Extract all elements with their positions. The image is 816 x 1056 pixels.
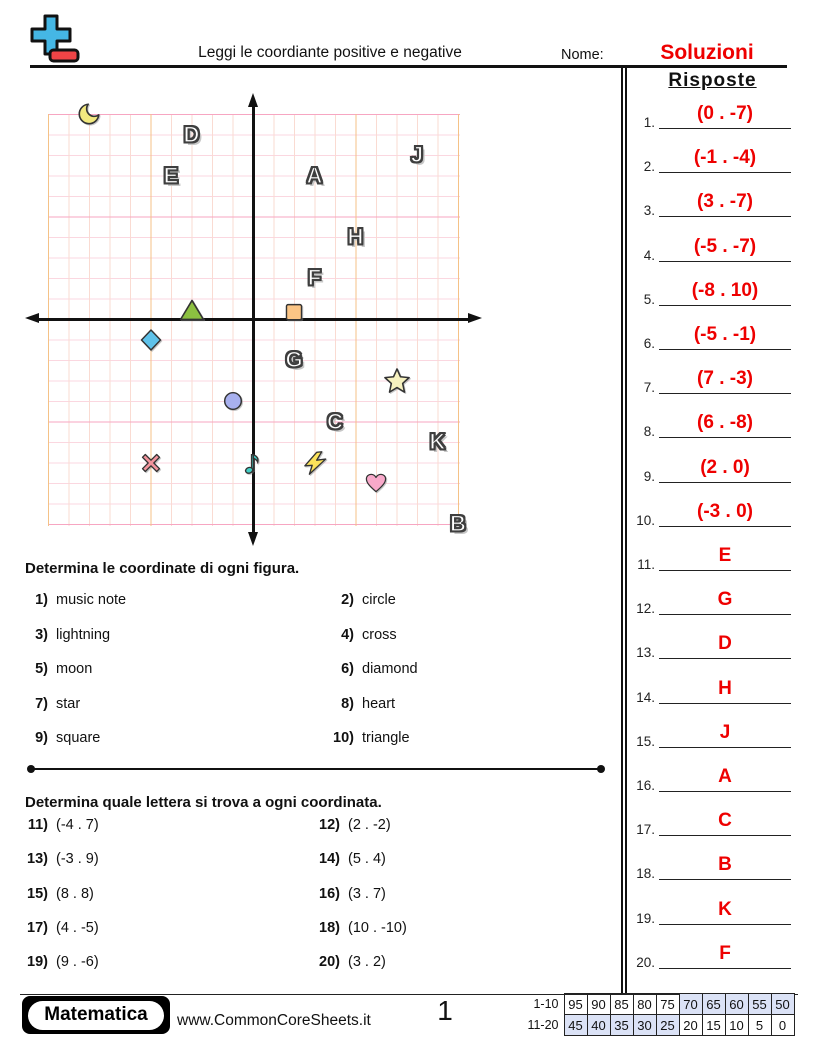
answer-number: 5. (643, 291, 655, 307)
answer-row-6 (627, 306, 795, 350)
x-axis-left-arrow-icon (25, 313, 39, 323)
answer-blank (659, 846, 791, 880)
coordinate-grid (48, 114, 466, 536)
question-row (0, 817, 620, 837)
website-url: www.CommonCoreSheets.it (177, 1012, 371, 1029)
answer-row-15 (627, 704, 795, 748)
answer-value: (-8 . 10) (691, 279, 759, 301)
answer-number: 17. (636, 822, 655, 838)
question-label: (-4 . 7) (56, 817, 99, 833)
question-label: triangle (362, 730, 410, 747)
question-label: star (56, 695, 81, 712)
question-label: moon (56, 661, 93, 678)
answer-number: 16. (636, 778, 655, 793)
question-number: 4) (341, 626, 354, 643)
y-axis-down-arrow-icon (248, 532, 258, 546)
answer-blank (659, 316, 791, 350)
answer-row-17 (627, 792, 795, 836)
answer-row-20 (627, 925, 795, 969)
question-label: (10 . -10) (348, 919, 407, 936)
question-row (0, 661, 620, 681)
answer-row-4 (627, 218, 795, 262)
answer-number: 12. (636, 601, 655, 617)
answer-value: F (719, 942, 731, 964)
answer-value: B (718, 854, 732, 876)
question-number: 2) (341, 592, 354, 608)
section-two-heading: Determina quale lettera si trova a ogni coordinata. (25, 794, 382, 811)
grid-letter-B: B (450, 511, 466, 536)
answer-number: 19. (636, 910, 655, 926)
question-label: (3 . 7) (348, 885, 386, 902)
score-cell: 20 (679, 1015, 702, 1036)
answer-value: (7 . -3) (697, 368, 753, 390)
grid-letter-G: G (285, 347, 303, 372)
answer-blank (659, 139, 791, 173)
score-cell: 10 (725, 1015, 748, 1036)
answers-title: Risposte (668, 70, 757, 91)
answer-number: 1. (643, 115, 655, 130)
answer-row-2 (627, 129, 795, 173)
question-number: 13) (27, 851, 48, 868)
section-one-heading: Determina le coordinate di ogni figura. (25, 560, 300, 577)
answer-blank (659, 404, 791, 438)
question-row (0, 592, 620, 612)
grid-letter-K: K (429, 429, 446, 454)
grid-letter-E: E (163, 162, 179, 188)
lightning-shape-icon (301, 449, 328, 476)
answer-blank (659, 228, 791, 262)
answer-row-12 (627, 571, 795, 615)
answer-blank (659, 95, 791, 129)
question-label: heart (362, 695, 396, 712)
answer-row-13 (627, 615, 795, 659)
answer-row-5 (627, 262, 795, 306)
answer-value: E (718, 545, 732, 566)
answer-number: 14. (636, 689, 655, 705)
question-label: music note (56, 592, 127, 608)
question-row (0, 886, 620, 906)
answer-number: 2. (643, 159, 655, 175)
score-cell: 75 (656, 994, 679, 1015)
answer-blank (659, 183, 791, 217)
y-axis-up-arrow-icon (248, 93, 258, 107)
answer-blank (659, 537, 791, 571)
score-cell: 30 (633, 1015, 656, 1036)
heart-shape-icon (365, 472, 388, 495)
grid-letter-A: A (306, 162, 323, 188)
question-label: (2 . -2) (348, 817, 391, 833)
question-row (0, 954, 620, 974)
answer-blank (659, 360, 791, 394)
section-divider (30, 768, 602, 770)
score-row (524, 1015, 794, 1036)
answer-value: (-1 . -4) (693, 147, 757, 169)
score-row (524, 994, 794, 1015)
solutions-label: Soluzioni (660, 41, 754, 64)
question-label: diamond (362, 661, 418, 678)
answer-value: A (718, 766, 732, 787)
question-row (0, 696, 620, 716)
answer-blank (659, 802, 791, 836)
grid-letter-D: D (183, 121, 200, 147)
answer-value: G (717, 589, 733, 611)
answer-number: 10. (636, 512, 655, 528)
question-number: 3) (35, 626, 48, 643)
question-number: 1) (35, 592, 48, 608)
grid-letter-H: H (347, 224, 364, 249)
question-number: 6) (341, 661, 354, 678)
question-label: square (56, 730, 101, 747)
question-label: (5 . 4) (348, 851, 386, 868)
question-label: circle (362, 592, 396, 608)
answer-value: H (718, 677, 732, 699)
answer-number: 9. (643, 468, 655, 484)
answer-row-7 (627, 350, 795, 394)
answer-value: (-5 . -1) (693, 324, 757, 345)
question-number: 11) (27, 817, 48, 833)
header-rule (30, 65, 787, 68)
answer-number: 7. (643, 380, 655, 396)
question-number: 7) (35, 695, 48, 712)
page-number: 1 (437, 995, 453, 1026)
question-number: 14) (319, 851, 340, 868)
answer-row-14 (627, 660, 795, 704)
question-label: (3 . 2) (348, 954, 386, 971)
grid-letter-J: J (410, 142, 424, 167)
answer-number: 4. (643, 247, 655, 263)
answer-number: 15. (636, 733, 655, 749)
answer-blank (659, 670, 791, 704)
question-number: 15) (27, 885, 48, 902)
question-row (0, 730, 620, 750)
question-number: 8) (341, 695, 354, 712)
plus-minus-logo-icon (20, 12, 84, 64)
answer-blank (659, 758, 791, 792)
triangle-shape-icon (179, 297, 205, 323)
answer-blank (659, 272, 791, 306)
answer-value: K (718, 898, 732, 920)
answer-blank (659, 493, 791, 527)
score-range-label: 11-20 (527, 1018, 559, 1032)
cross-shape-icon (139, 451, 163, 475)
question-number: 20) (319, 954, 340, 971)
score-cell: 60 (725, 994, 748, 1015)
answer-blank (659, 891, 791, 925)
score-cell: 40 (587, 1015, 610, 1036)
question-row (0, 920, 620, 940)
worksheet-title: Leggi le coordiante positive e negative (198, 44, 462, 61)
question-label: (4 . -5) (56, 919, 99, 936)
music-note-shape-icon (241, 450, 266, 475)
question-number: 12) (319, 817, 340, 833)
question-row (0, 627, 620, 647)
answer-number: 18. (636, 866, 655, 882)
answer-row-9 (627, 439, 795, 483)
answer-row-1 (627, 85, 795, 129)
answer-value: C (718, 810, 732, 832)
answer-row-3 (627, 173, 795, 217)
answer-number: 13. (636, 645, 655, 661)
score-cell: 80 (633, 994, 656, 1015)
star-shape-icon (382, 366, 411, 395)
answer-number: 11. (637, 557, 655, 572)
score-table (524, 993, 795, 1036)
score-cell: 5 (748, 1015, 771, 1036)
answer-row-11 (627, 527, 795, 571)
score-cell: 65 (702, 994, 725, 1015)
answer-row-8 (627, 394, 795, 438)
diamond-shape-icon (139, 328, 163, 352)
answer-value: (-5 . -7) (693, 235, 757, 257)
answer-row-18 (627, 836, 795, 880)
question-row (0, 851, 620, 871)
answer-number: 8. (643, 424, 655, 440)
score-cell: 90 (587, 994, 610, 1015)
answer-value: (6 . -8) (697, 412, 753, 434)
score-cell: 95 (564, 994, 587, 1015)
question-label: (8 . 8) (56, 885, 94, 902)
answer-blank (659, 714, 791, 748)
question-label: (-3 . 9) (56, 851, 99, 868)
answer-row-16 (627, 748, 795, 792)
grid-letter-C: C (327, 408, 343, 434)
score-cell: 55 (748, 994, 771, 1015)
circle-shape-icon (222, 391, 243, 412)
moon-shape-icon (76, 101, 102, 127)
answer-number: 20. (636, 954, 655, 970)
brand-badge (22, 996, 170, 1034)
question-number: 19) (27, 954, 48, 971)
answer-blank (659, 935, 791, 969)
answer-blank (659, 449, 791, 483)
score-cell: 0 (771, 1015, 794, 1036)
answer-blank (659, 581, 791, 615)
question-label: cross (362, 626, 397, 643)
answer-value: (0 . -7) (697, 103, 753, 124)
score-range-label: 1-10 (533, 997, 559, 1011)
question-number: 5) (35, 661, 48, 678)
brand-label: Matematica (28, 1001, 164, 1030)
score-cell: 35 (610, 1015, 633, 1036)
answer-number: 3. (643, 203, 655, 219)
answer-value: (3 . -7) (697, 191, 753, 213)
answer-value: (2 . 0) (700, 456, 750, 478)
question-number: 18) (319, 919, 340, 936)
answer-value: D (718, 633, 732, 655)
square-shape-icon (285, 303, 304, 322)
question-label: (9 . -6) (56, 954, 99, 971)
question-number: 10) (333, 730, 354, 747)
name-label: Nome: (561, 47, 604, 63)
answer-row-19 (627, 881, 795, 925)
score-cell: 85 (610, 994, 633, 1015)
score-cell: 50 (771, 994, 794, 1015)
score-cell: 15 (702, 1015, 725, 1036)
answer-value: J (719, 721, 731, 743)
score-cell: 70 (679, 994, 702, 1015)
question-number: 9) (35, 730, 48, 747)
question-number: 16) (319, 885, 340, 902)
grid-letter-F: F (307, 265, 322, 290)
answer-blank (659, 625, 791, 659)
score-cell: 45 (564, 1015, 587, 1036)
answer-value: (-3 . 0) (697, 500, 753, 522)
question-number: 17) (27, 919, 48, 936)
answer-row-10 (627, 483, 795, 527)
score-cell: 25 (656, 1015, 679, 1036)
question-label: lightning (56, 626, 111, 643)
x-axis-right-arrow-icon (468, 313, 482, 323)
answer-number: 6. (643, 336, 655, 351)
